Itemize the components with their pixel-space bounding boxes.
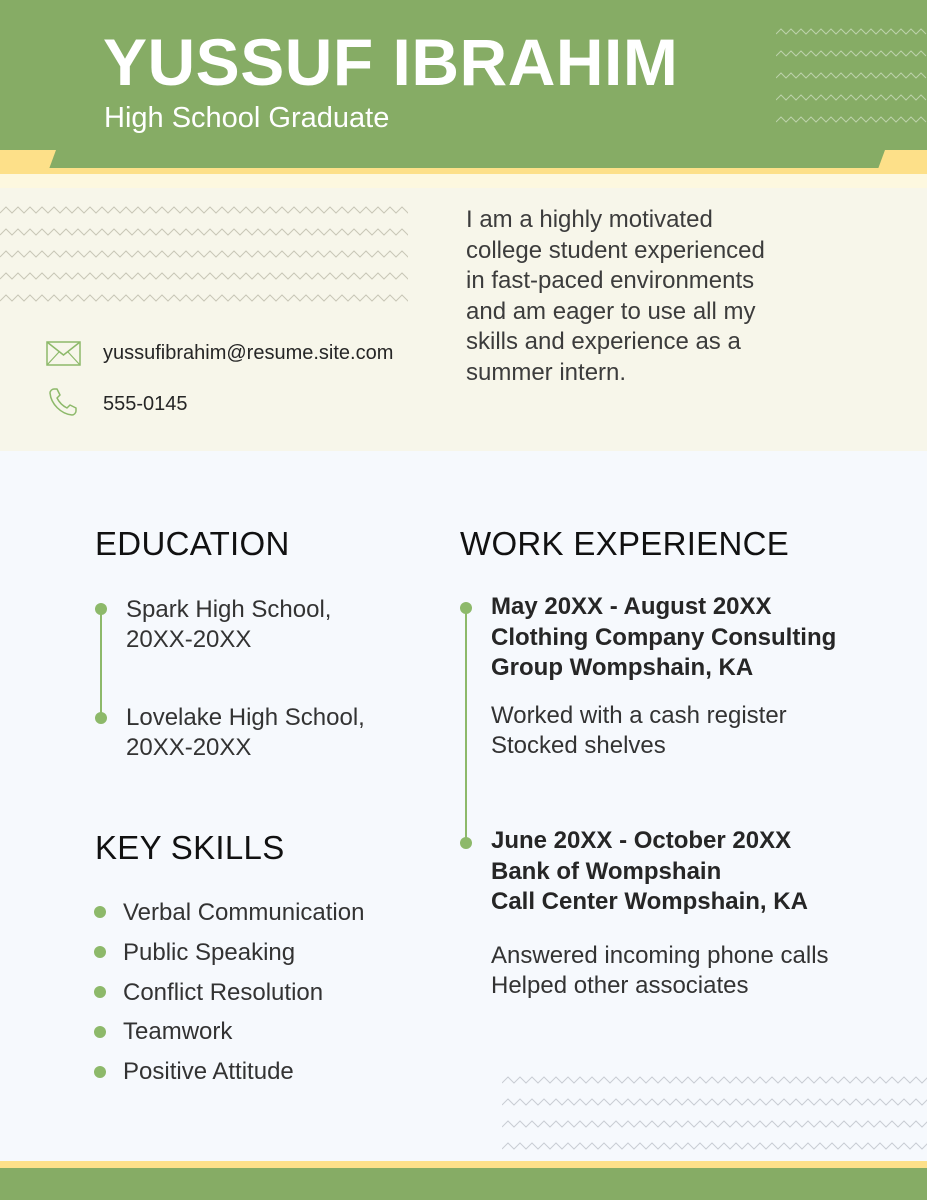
zigzag-pattern-left: [0, 205, 408, 310]
job-location: Call Center Wompshain, KA: [491, 888, 808, 915]
job-location: Group Wompshain, KA: [491, 654, 754, 681]
skill-bullet: [94, 1026, 106, 1038]
footer-band: [0, 1168, 927, 1200]
skill-bullet: [94, 946, 106, 958]
education-item: [126, 703, 365, 763]
zigzag-pattern-header: [776, 26, 927, 126]
job-header: [491, 826, 808, 918]
skill-item: Positive Attitude: [123, 1058, 294, 1085]
job-dates: May 20XX - August 20XX: [491, 593, 772, 620]
about-summary: I am a highly motivated college student experienced in fast-paced environments and am eager to use all my skills and experience as a summer intern.: [466, 206, 765, 386]
skill-item: Conflict Resolution: [123, 979, 324, 1006]
education-years: 20XX-20XX: [126, 626, 252, 653]
job-company: Bank of Wompshain: [491, 857, 722, 885]
work-timeline-line: [465, 608, 467, 844]
education-item: [126, 595, 331, 655]
email-icon: [46, 341, 82, 367]
job-duties: [491, 941, 829, 1001]
job-duty: Helped other associates: [491, 972, 749, 999]
education-dot-1: [95, 603, 107, 615]
education-years: 20XX-20XX: [126, 734, 252, 761]
job-company: Clothing Company Consulting: [491, 623, 837, 651]
job-dates: June 20XX - October 20XX: [491, 827, 792, 854]
phone-text[interactable]: 555-0145: [103, 393, 188, 415]
skill-item: Teamwork: [123, 1018, 233, 1045]
job-header: [491, 592, 836, 684]
candidate-subtitle: High School Graduate: [104, 102, 390, 134]
job-duty: Answered incoming phone calls: [491, 942, 829, 969]
skill-item: Public Speaking: [123, 939, 296, 966]
candidate-name: YUSSUF IBRAHIM: [103, 25, 679, 99]
header-accent-line-overlay: [0, 168, 927, 174]
skill-bullet: [94, 906, 106, 918]
education-title: EDUCATION: [95, 525, 290, 562]
phone-icon: [48, 386, 80, 418]
job-duty: Stocked shelves: [491, 732, 666, 759]
skill-bullet: [94, 1066, 106, 1078]
zigzag-pattern-footer: [502, 1075, 927, 1155]
skill-item: Verbal Communication: [123, 899, 365, 926]
footer-accent-line: [0, 1161, 927, 1168]
education-school: Lovelake High School,: [126, 704, 365, 731]
job-duty: Worked with a cash register: [491, 702, 787, 729]
education-dot-2: [95, 712, 107, 724]
education-school: Spark High School,: [126, 596, 332, 623]
email-text[interactable]: yussufibrahim@resume.site.com: [103, 342, 394, 364]
skills-title: KEY SKILLS: [95, 829, 285, 866]
education-timeline-line: [100, 609, 102, 719]
work-dot-2: [460, 837, 472, 849]
job-duties: [491, 701, 787, 761]
work-title: WORK EXPERIENCE: [460, 525, 790, 562]
band-top-strip: [0, 174, 927, 188]
skill-bullet: [94, 986, 106, 998]
work-dot-1: [460, 602, 472, 614]
